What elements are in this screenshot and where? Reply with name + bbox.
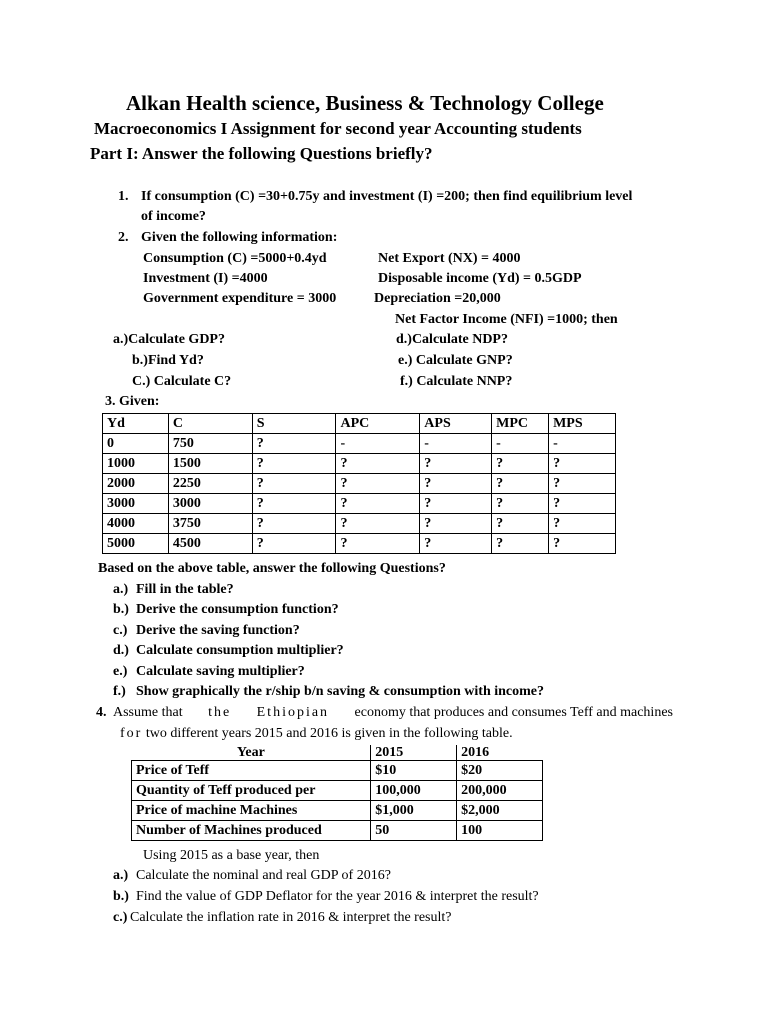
q3-sub-text: Calculate consumption multiplier? [136,643,344,658]
table-cell: ? [252,454,336,474]
table-cell: 0 [103,434,169,454]
q4-paragraph-line2 [120,726,513,742]
table-cell: 100,000 [371,781,457,801]
q2-nfi: Net Factor Income (NFI) =1000; then [395,312,618,327]
q2-intro: Given the following information: [141,230,338,245]
table-cell: 2000 [103,474,169,494]
q2-sub-a: a.)Calculate GDP? [113,332,225,347]
table-cell: 100 [457,821,543,841]
q2-depreciation: Depreciation =20,000 [374,291,501,306]
table-row [132,761,543,781]
table-cell: ? [549,534,616,554]
q4-sub-marker: b.) [113,889,129,904]
table-row [132,821,543,841]
table-cell: - [336,434,420,454]
q3-header-cell: C [168,414,252,434]
table-cell: ? [252,474,336,494]
q2-sub-d: d.)Calculate NDP? [396,332,508,347]
q4-paragraph-line1 [113,705,673,721]
q2-number: 2. [118,230,129,245]
table-row [132,801,543,821]
q3-sub-marker: e.) [113,664,128,679]
q4-header-cell: 2016 [457,745,543,761]
table-cell: ? [336,534,420,554]
table-cell: 5000 [103,534,169,554]
q1-number: 1. [118,189,129,204]
q3-header-cell: MPC [492,414,549,434]
q2-sub-f: f.) Calculate NNP? [400,374,513,389]
table-cell: 50 [371,821,457,841]
q3-sub-marker: c.) [113,623,128,638]
table-cell: ? [549,454,616,474]
q3-label: 3. Given: [105,394,160,409]
q3-header-cell: APS [420,414,492,434]
assignment-title: Macroeconomics I Assignment for second year Accounting students [94,119,582,138]
table-cell: ? [420,494,492,514]
table-cell: $10 [371,761,457,781]
table-cell: 4000 [103,514,169,534]
table-cell: 2250 [168,474,252,494]
table-cell: Quantity of Teff produced per [132,781,371,801]
q3-based-on: Based on the above table, answer the following Questions? [98,561,446,576]
q2-sub-b: b.)Find Yd? [132,353,204,368]
q4-text: two different years 2015 and 2016 is given in the following table. [145,726,513,741]
table-cell: 750 [168,434,252,454]
table-cell: ? [492,514,549,534]
q3-table-header-row [103,414,616,434]
table-cell: 1000 [103,454,169,474]
q4-sub-marker: a.) [113,868,129,883]
q2-sub-c: C.) Calculate C? [132,374,232,389]
table-cell: - [420,434,492,454]
table-cell: ? [420,474,492,494]
table-cell: 3000 [103,494,169,514]
table-cell: - [549,434,616,454]
table-row [103,534,616,554]
q4-sub-text: Calculate the inflation rate in 2016 & interpret the result? [130,910,452,925]
q4-text: Ethiopian [256,705,330,720]
q2-net-export: Net Export (NX) = 4000 [378,251,521,266]
table-cell: Price of Teff [132,761,371,781]
table-cell: ? [549,494,616,514]
table-cell: ? [336,474,420,494]
table-cell: ? [492,474,549,494]
table-row [103,474,616,494]
table-cell: ? [420,514,492,534]
q3-sub-marker: a.) [113,582,129,597]
q2-sub-e: e.) Calculate GNP? [398,353,513,368]
table-cell: 3000 [168,494,252,514]
table-cell: Number of Machines produced [132,821,371,841]
q3-sub-marker: d.) [113,643,129,658]
q4-sub-text: Find the value of GDP Deflator for the year 2016 & interpret the result? [136,889,539,904]
table-row [103,434,616,454]
q3-sub-marker: f.) [113,684,126,699]
q3-header-cell: S [252,414,336,434]
table-cell: Price of machine Machines [132,801,371,821]
table-cell: ? [336,454,420,474]
q4-header-cell: Year [132,745,371,761]
q3-sub-text: Fill in the table? [136,582,234,597]
table-cell: ? [252,514,336,534]
q4-text: for [120,726,143,741]
part-title: Part I: Answer the following Questions briefly? [90,144,433,163]
college-title: Alkan Health science, Business & Technology College [126,91,604,115]
q3-header-cell: MPS [549,414,616,434]
q4-sub-text: Calculate the nominal and real GDP of 2016? [136,868,391,883]
table-row [132,781,543,801]
table-cell: ? [336,494,420,514]
table-cell: $2,000 [457,801,543,821]
table-cell: 1500 [168,454,252,474]
table-cell: ? [252,534,336,554]
q3-sub-text: Calculate saving multiplier? [136,664,305,679]
q2-government: Government expenditure = 3000 [143,291,337,306]
table-cell: ? [252,434,336,454]
q4-table-header-row [132,745,543,761]
table-cell: ? [549,474,616,494]
q1-line2: of income? [141,209,206,224]
q4-text: economy that produces and consumes Teff and machines [354,705,673,720]
table-cell: ? [336,514,420,534]
table-cell: 4500 [168,534,252,554]
q1-line1: If consumption (C) =30+0.75y and investment (I) =200; then find equilibrium level [141,189,633,204]
table-cell: ? [420,534,492,554]
q4-number: 4. [96,705,107,720]
q4-header-cell: 2015 [371,745,457,761]
q4-base-year: Using 2015 as a base year, then [143,848,320,863]
q4-text: the [208,705,232,720]
table-cell: $20 [457,761,543,781]
q3-header-cell: APC [336,414,420,434]
q4-sub-marker: c.) [113,910,128,925]
table-cell: $1,000 [371,801,457,821]
table-cell: ? [492,494,549,514]
table-cell: ? [492,534,549,554]
q3-sub-text: Show graphically the r/ship b/n saving & consumption with income? [136,684,545,699]
q2-disposable: Disposable income (Yd) = 0.5GDP [378,271,582,286]
table-cell: - [492,434,549,454]
q3-sub-text: Derive the saving function? [136,623,300,638]
q3-sub-text: Derive the consumption function? [136,602,339,617]
table-row [103,494,616,514]
q4-text: Assume that [113,705,183,720]
table-cell: 3750 [168,514,252,534]
q4-table [131,745,543,841]
table-cell: ? [252,494,336,514]
q3-table [102,413,616,554]
q3-sub-marker: b.) [113,602,129,617]
table-cell: 200,000 [457,781,543,801]
table-row [103,454,616,474]
table-cell: ? [549,514,616,534]
q3-header-cell: Yd [103,414,169,434]
table-cell: ? [420,454,492,474]
table-row [103,514,616,534]
q2-investment: Investment (I) =4000 [143,271,268,286]
q2-consumption: Consumption (C) =5000+0.4yd [143,251,327,266]
table-cell: ? [492,454,549,474]
